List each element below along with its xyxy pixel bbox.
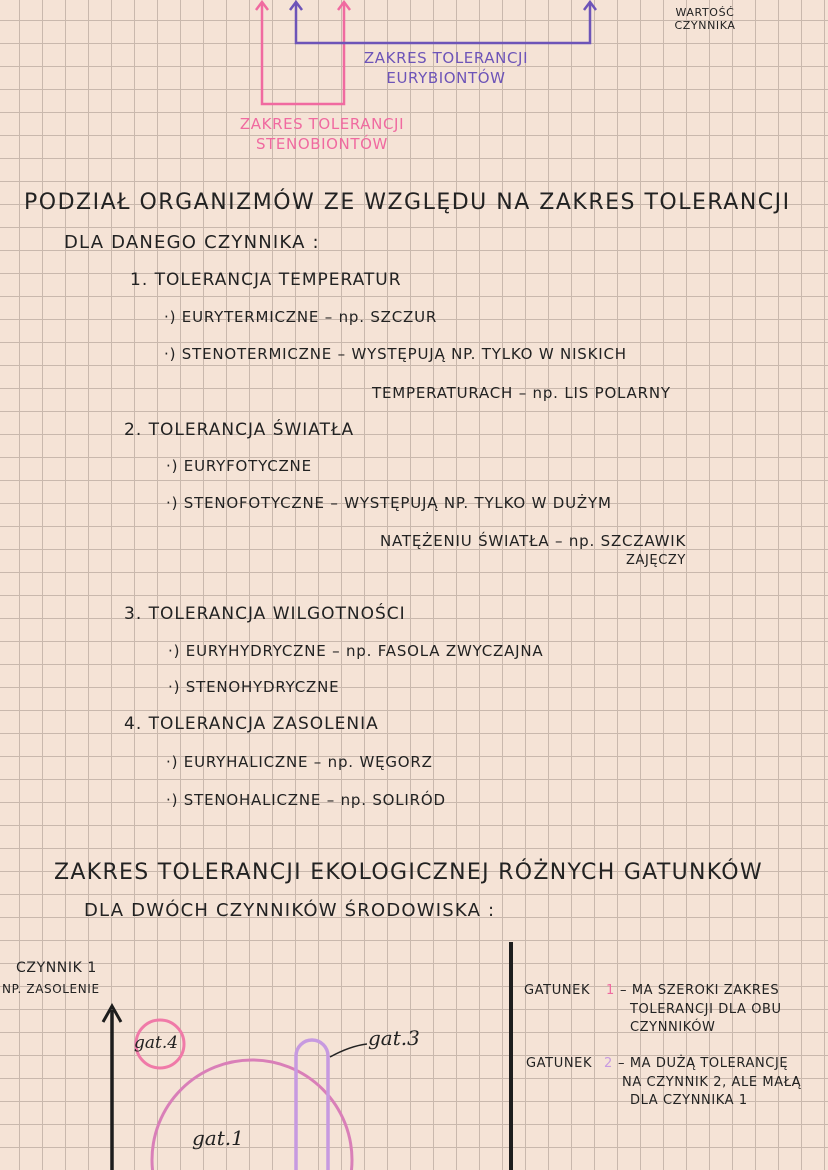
section-3-heading: 3. TOLERANCJA WILGOTNOŚCI [124,604,406,624]
section-4-heading: 4. TOLERANCJA ZASOLENIA [124,714,379,734]
note-1-line-3: CZYNNIKÓW [630,1020,716,1035]
division-title: PODZIAŁ ORGANIZMÓW ZE WZGLĘDU NA ZAKRES TOLERANCJI [24,190,791,215]
section-2-item-2: ·) STENOFOTYCZNE – WYSTĘPUJĄ NP. TYLKO W DUŻYM [166,494,612,512]
section-3-item-2: ·) STENOHYDRYCZNE [168,678,340,696]
note-2-name: GATUNEK [526,1056,593,1071]
section-1-item-2: ·) STENOTERMICZNE – WYSTĘPUJĄ NP. TYLKO W NISKICH [164,345,627,363]
section-1-item-1: ·) EURYTERMICZNE – np. SZCZUR [164,308,438,326]
section-4-item-2: ·) STENOHALICZNE – np. SOLIRÓD [166,791,446,809]
note-1-num: 1 [606,983,615,998]
stenobionts-range-label: ZAKRES TOLERANCJI STENOBIONTÓW [239,115,405,153]
eurybionts-range-label: ZAKRES TOLERANCJI EURYBIONTÓW [363,49,529,87]
species-1-label: gat.1 [192,1126,244,1150]
ranges-subtitle: DLA DWÓCH CZYNNIKÓW ŚRODOWISKA : [84,900,496,921]
note-1-line-2: TOLERANCJI DLA OBU [630,1002,782,1017]
section-2-item-2-cont: NATĘŻENIU ŚWIATŁA – np. SZCZAWIK [380,532,687,550]
division-subtitle: DLA DANEGO CZYNNIKA : [64,232,320,253]
eurybionts-range-bracket [290,2,596,43]
section-2-item-1: ·) EURYFOTYCZNE [166,457,312,475]
axis-label-line1: CZYNNIK 1 [16,960,97,976]
section-1-heading: 1. TOLERANCJA TEMPERATUR [130,270,402,290]
ranges-title: ZAKRES TOLERANCJI EKOLOGICZNEJ RÓŻNYCH GATUNKÓW [54,860,763,885]
species-3-pointer [330,1044,367,1057]
species-3-capsule [296,1040,328,1170]
note-2-line-3: DLA CZYNNIKA 1 [630,1093,748,1108]
section-3-item-1: ·) EURYHYDRYCZNE – np. FASOLA ZWYCZAJNA [168,642,544,660]
note-1-line-1: – MA SZEROKI ZAKRES [620,983,780,998]
y-axis [103,1006,121,1170]
species-4-label: gat.4 [134,1033,179,1053]
section-2-item-2-cont2: ZAJĘCZY [626,553,686,568]
section-2-heading: 2. TOLERANCJA ŚWIATŁA [124,420,355,440]
section-4-item-1: ·) EURYHALICZNE – np. WĘGORZ [166,753,433,771]
species-3-label: gat.3 [368,1026,420,1050]
section-1-item-2-cont: TEMPERATURACH – np. LIS POLARNY [372,384,671,402]
note-2-line-1: – MA DUŻĄ TOLERANCJĘ [618,1056,789,1071]
axis-label-line2: NP. ZASOLENIE [2,982,100,996]
note-1-name: GATUNEK [524,983,591,998]
species-1-circle [152,1060,352,1170]
stenobionts-range-bracket [256,2,350,104]
note-2-num: 2 [604,1056,613,1071]
factor-value-label: WARTOŚĆ CZYNNIKA [674,6,736,32]
note-2-line-2: NA CZYNNIK 2, ALE MAŁĄ [622,1075,802,1090]
